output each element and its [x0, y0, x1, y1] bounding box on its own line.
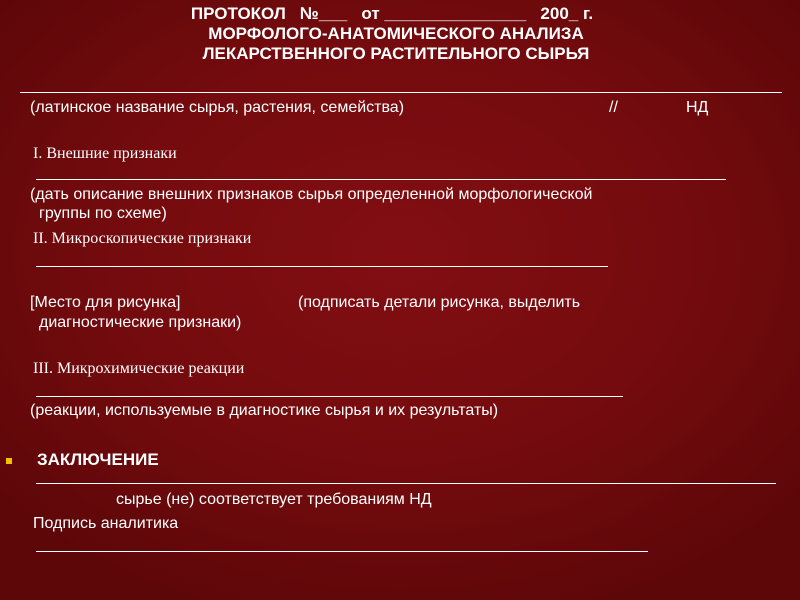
separator-mark: // [609, 99, 618, 116]
signature-label: Подпись аналитика [33, 515, 179, 532]
bullet-icon [6, 458, 12, 464]
external-features-line [36, 179, 726, 180]
microchemical-reactions-line [36, 396, 623, 397]
protocol-subtitle-line1: МОРФОЛОГО-АНАТОМИЧЕСКОГО АНАЛИЗА [208, 24, 584, 43]
drawing-hint: (подписать детали рисунка, выделить [298, 294, 581, 311]
microchemical-reactions-label: III. Микрохимические реакции [33, 360, 245, 377]
conclusion-line [36, 483, 776, 484]
microchemical-reactions-hint: (реакции, используемые в диагностике сырья и их результаты) [30, 402, 499, 419]
drawing-placeholder: [Место для рисунка] [30, 294, 181, 311]
nd-label: НД [686, 99, 709, 116]
external-features-hint: (дать описание внешних признаков сырья определенной морфологической [30, 186, 593, 203]
external-features-label: I. Внешние признаки [33, 145, 177, 162]
protocol-title: ПРОТОКОЛ №___ от _______________ 200_ г. [190, 4, 594, 23]
external-features-hint-cont: группы по схеме) [39, 205, 167, 222]
drawing-hint-cont: диагностические признаки) [39, 314, 242, 331]
latin-name-line [20, 92, 782, 93]
microscopic-features-label: II. Микроскопические признаки [33, 230, 252, 247]
signature-line [36, 551, 648, 552]
protocol-subtitle-line2: ЛЕКАРСТВЕННОГО РАСТИТЕЛЬНОГО СЫРЬЯ [202, 44, 590, 63]
latin-name-hint: (латинское название сырья, растения, семейства) [30, 99, 405, 116]
conclusion-text: сырье (не) соответствует требованиям НД [116, 491, 432, 508]
conclusion-label: ЗАКЛЮЧЕНИЕ [37, 450, 159, 469]
microscopic-features-line [36, 266, 608, 267]
